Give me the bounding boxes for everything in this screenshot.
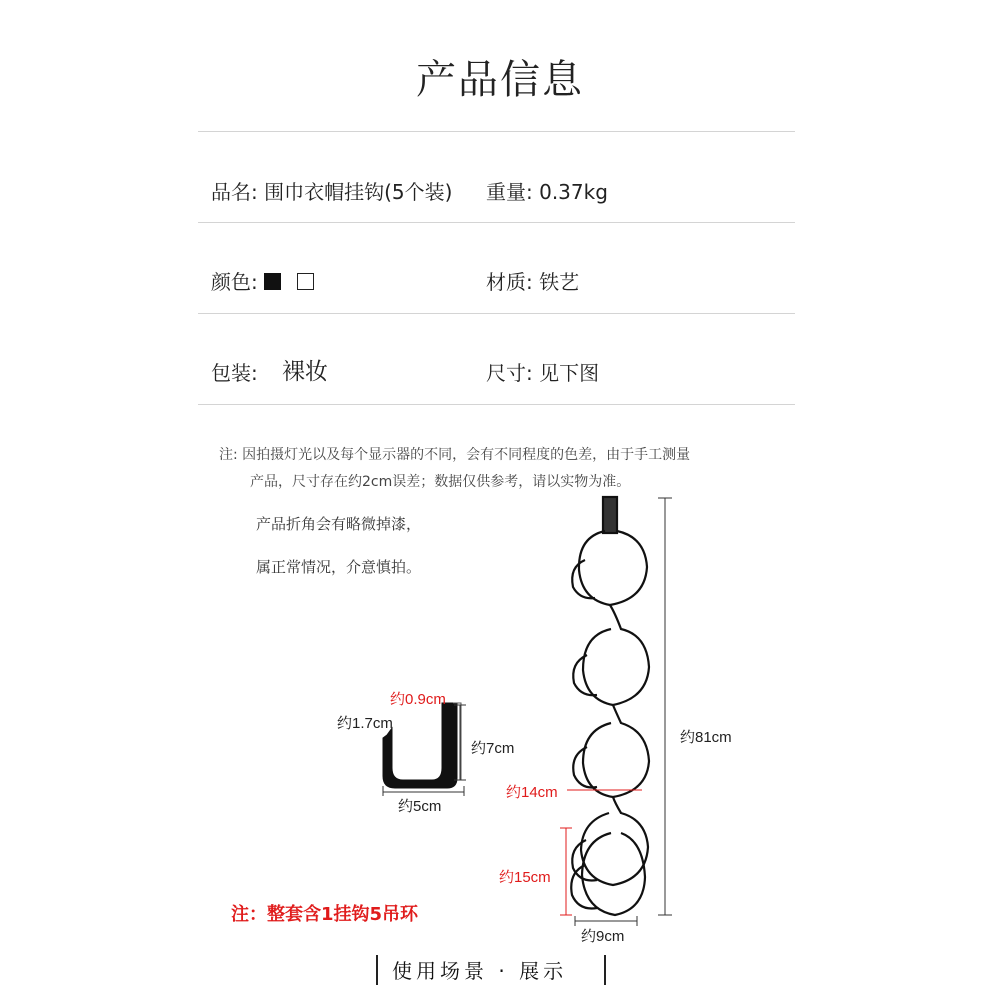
size: 尺寸: 见下图: [486, 361, 600, 385]
black-swatch: [264, 273, 281, 290]
packaging-label: 包装:: [211, 361, 258, 385]
divider: [198, 131, 795, 132]
product-name: 品名: 围巾衣帽挂钩(5个装): [211, 180, 453, 204]
total-length-dimension: 约81cm: [680, 729, 732, 746]
disclaimer-line-1: 注: 因拍摄灯光以及每个显示器的不同，会有不同程度的色差，由于手工测量: [219, 447, 691, 463]
material: 材质: 铁艺: [486, 270, 580, 294]
hook-top-dimension: 约0.9cm: [390, 691, 446, 708]
ring-height-line: [556, 825, 576, 920]
ring-width-dimension: 约14cm: [506, 784, 558, 801]
set-contents-note: 注：整套含1挂钩5吊环: [231, 904, 419, 925]
page-title: 产品信息: [416, 57, 584, 103]
disclaimer-line-2: 产品，尺寸存在约2cm误差；数据仅供参考，请以实物为准。: [250, 474, 631, 490]
paint-notice-line-2: 属正常情况，介意慎拍。: [256, 558, 422, 576]
product-weight: 重量: 0.37kg: [486, 180, 608, 204]
hook-height-dimension: 约7cm: [471, 740, 515, 757]
ring-width-line: [565, 783, 645, 797]
hook-height-line: [440, 704, 470, 784]
hook-width-dimension: 约5cm: [398, 798, 442, 815]
footer-right-bar: [604, 955, 606, 985]
color-field: [211, 266, 314, 295]
packaging-value: 裸妆: [282, 359, 328, 385]
white-swatch: [297, 273, 314, 290]
ring-height-dimension: 约15cm: [499, 869, 551, 886]
divider: [198, 404, 795, 405]
footer-heading: 使用场景 · 展示: [392, 959, 568, 983]
total-length-line: [655, 495, 675, 920]
hook-lip-dimension: 约1.7cm: [337, 715, 393, 732]
color-label: 颜色:: [211, 270, 258, 294]
footer-left-bar: [376, 955, 378, 985]
divider: [198, 222, 795, 223]
bottom-width-dimension: 约9cm: [581, 928, 625, 945]
paint-notice-line-1: 产品折角会有略微掉漆，: [256, 515, 422, 533]
divider: [198, 313, 795, 314]
